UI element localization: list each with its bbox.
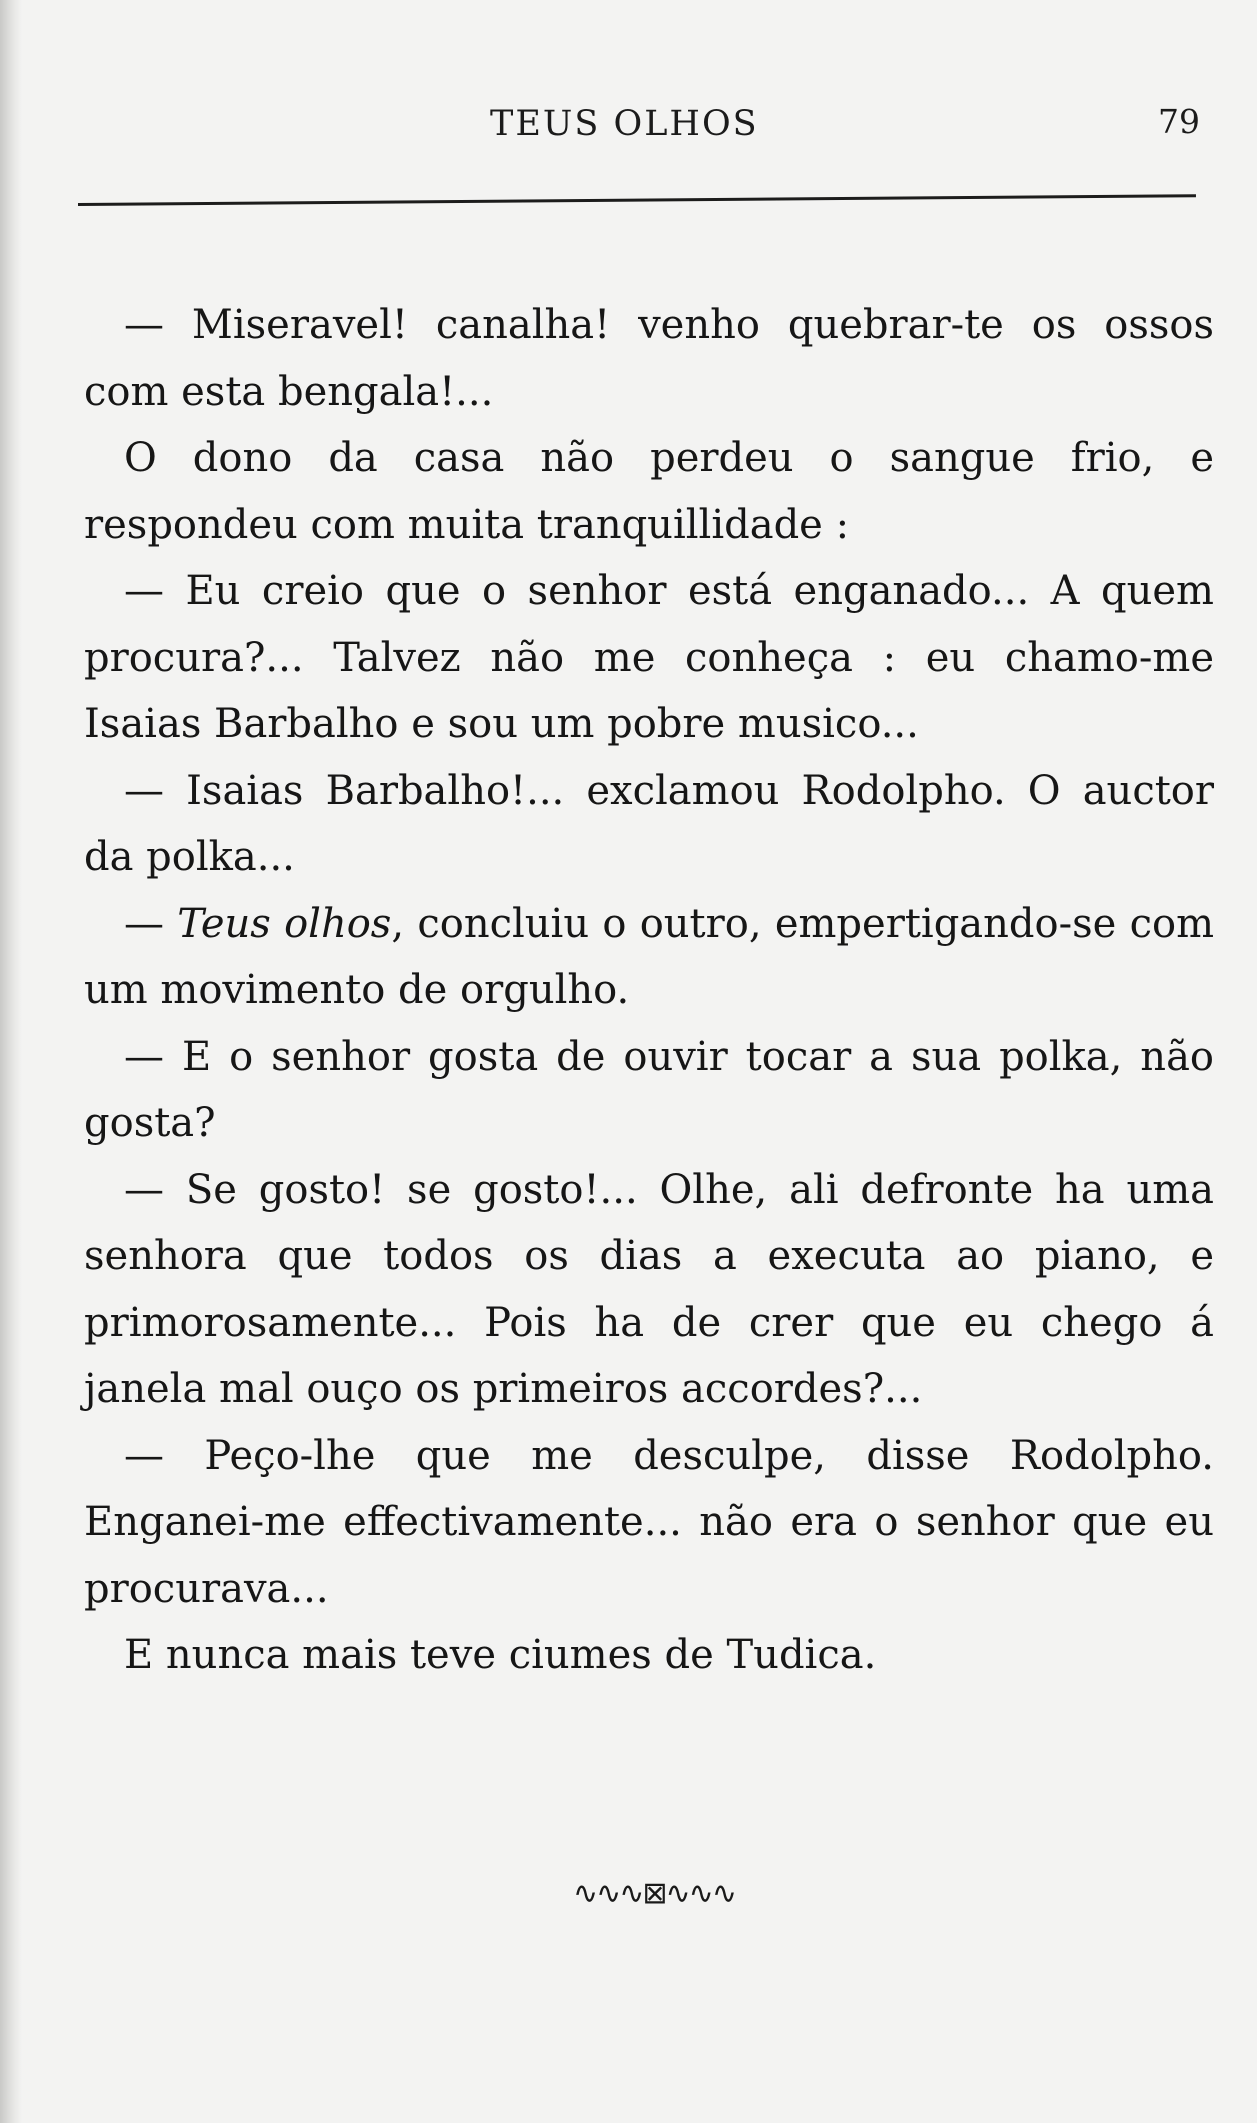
body-text <box>84 292 1214 1689</box>
polka-title-italic: Teus olhos <box>177 900 392 947</box>
paragraph-text: , concluiu o outro, empertigando-se com um movimento de orgulho. <box>84 900 1214 1013</box>
paragraph: — Se gosto! se gosto!... Olhe, ali defronte ha uma senhora que todos os dias a executa ao piano, e primorosamente... Pois ha de crer que eu chego á janela mal ouço os primeiros accordes?... <box>84 1166 1214 1412</box>
end-ornament-icon: ∿∿∿⊠∿∿∿ <box>573 1876 735 1911</box>
paragraph: O dono da casa não perdeu o sangue frio, e respondeu com muita tranquillidade : <box>84 435 1214 548</box>
paragraph <box>84 891 1214 1024</box>
dialogue-dash: — <box>124 900 178 947</box>
binding-gutter-shadow <box>0 0 22 2123</box>
paragraph: — Peço-lhe que me desculpe, disse Rodolpho. Enganei-me effectivamente... não era o senhor que eu procurava... <box>84 1432 1214 1612</box>
header-rule <box>78 194 1196 206</box>
paragraph: — Isaias Barbalho!... exclamou Rodolpho. O auctor da polka... <box>84 767 1214 880</box>
paragraph: — E o senhor gosta de ouvir tocar a sua polka, não gosta? <box>84 1033 1214 1146</box>
paragraph: — Eu creio que o senhor está enganado... A quem procura?... Talvez não me conheça : eu chamo-me Isaias Barbalho e sou um pobre musico... <box>84 568 1214 747</box>
running-head-title: TEUS OLHOS <box>490 104 759 144</box>
paragraph: — Miseravel! canalha! venho quebrar-te os ossos com esta bengala!... <box>84 302 1214 415</box>
page-number: 79 <box>1158 102 1200 141</box>
paragraph: E nunca mais teve ciumes de Tudica. <box>124 1632 877 1678</box>
